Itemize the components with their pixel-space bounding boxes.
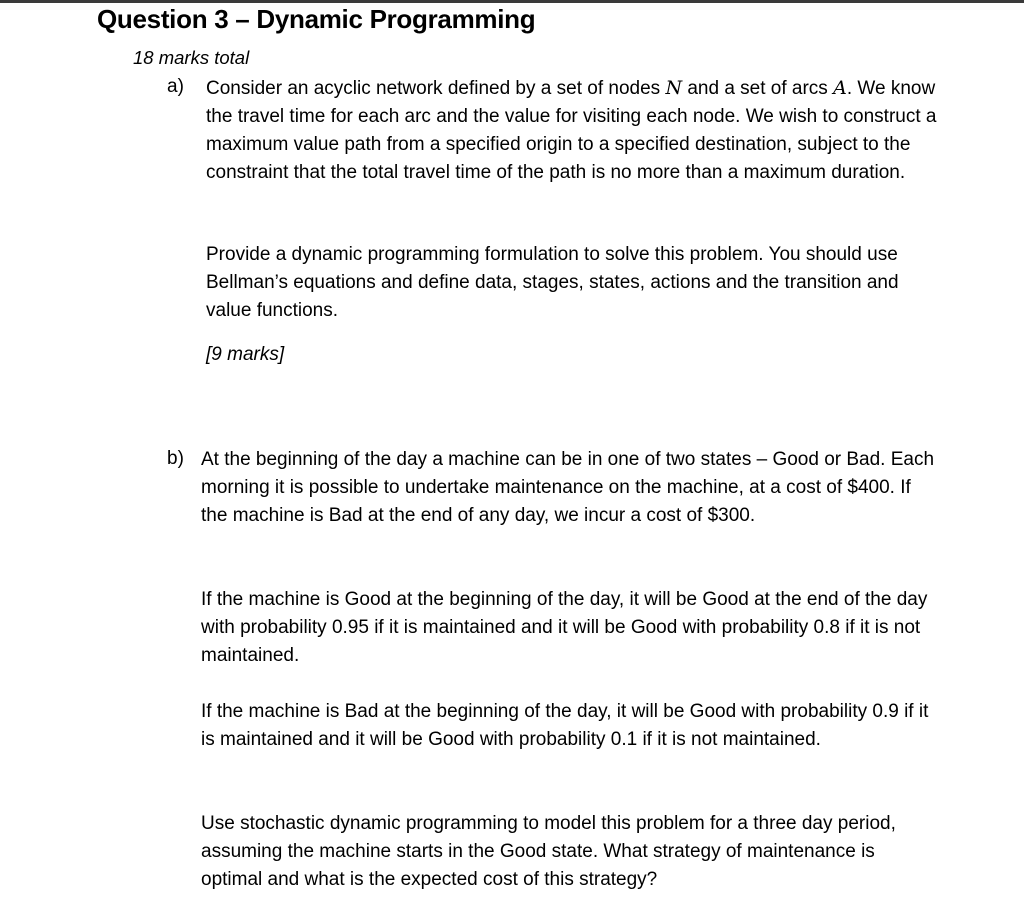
part-a-label: a): [167, 76, 184, 97]
question-title: Question 3 – Dynamic Programming: [97, 4, 536, 34]
top-divider: [0, 0, 1024, 3]
part-b-paragraph-1: At the beginning of the day a machine can be in one of two states – Good or Bad. Each morning it is possible to undertake maintenance on the machine, at a cost of $400. If the machine is Bad at the end of any day, we incur a cost of $300.: [201, 449, 935, 526]
symbol-a: A: [833, 77, 847, 99]
part-a-marks: [9 marks]: [206, 344, 285, 365]
part-b-paragraph-4: Use stochastic dynamic programming to model this problem for a three day period, assuming the machine starts in the Good state. What strategy of maintenance is optimal and what is the expected cost of this strategy?: [201, 813, 896, 890]
total-marks: 18 marks total: [133, 47, 250, 68]
part-a-paragraph-1: [206, 74, 941, 187]
part-b-label: b): [167, 448, 184, 469]
part-a-text-3: . We know the travel time for each arc and the value for visiting each node. We wish to construct a maximum value path from a specified origin to a specified destination, subject to the constraint that the total travel time of the path is no more than a maximum duration.: [206, 78, 937, 183]
part-a-text-2: and a set of arcs: [682, 78, 834, 99]
symbol-n: N: [665, 77, 683, 99]
part-a-text-1: Consider an acyclic network defined by a set of nodes: [206, 78, 666, 99]
part-b-paragraph-3: If the machine is Bad at the beginning of the day, it will be Good with probability 0.9 if it is maintained and it will be Good with probability 0.1 if it is not maintained.: [201, 701, 929, 750]
part-b-paragraph-2: If the machine is Good at the beginning of the day, it will be Good at the end of the day with probability 0.95 if it is maintained and it will be Good with probability 0.8 if it is not maintained.: [201, 589, 928, 666]
part-a-paragraph-2: Provide a dynamic programming formulation to solve this problem. You should use Bellman’s equations and define data, stages, states, actions and the transition and value functions.: [206, 244, 899, 321]
